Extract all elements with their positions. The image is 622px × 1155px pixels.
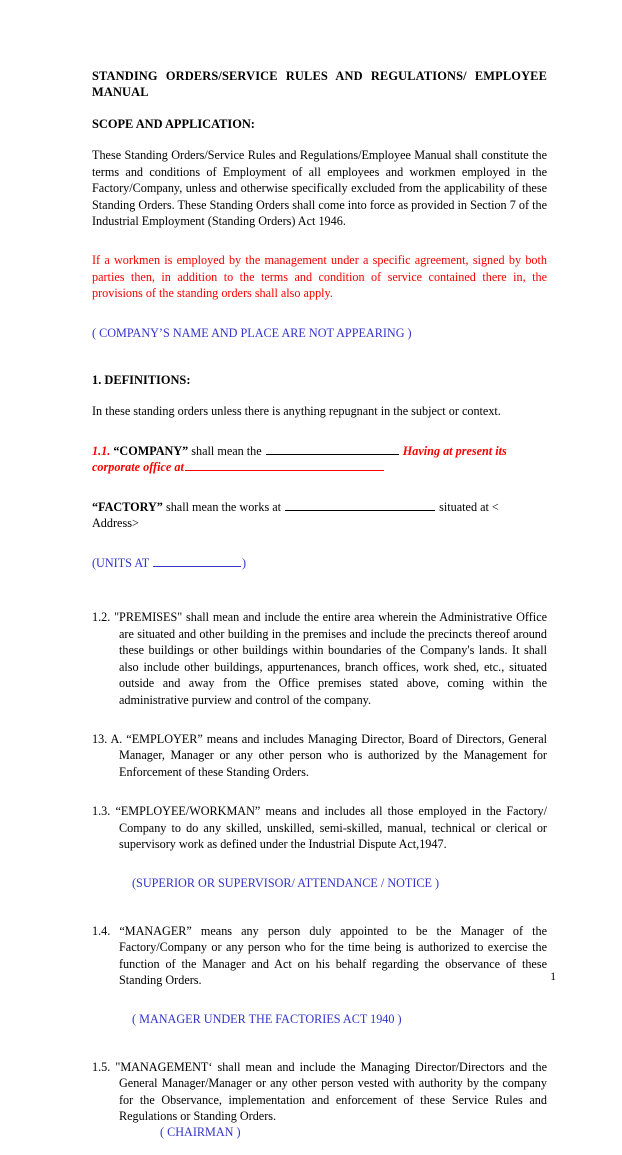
page-number: 1 (550, 970, 556, 983)
spacer (92, 794, 547, 803)
spacer (92, 316, 547, 325)
employee-definition-number: 1.3. (92, 804, 111, 819)
company-office-blank[interactable] (185, 459, 384, 471)
document-title-line-1: STANDING ORDERS/SERVICE RULES AND REGULATIONS/ EMPLOYEE (92, 69, 547, 83)
company-definition (92, 443, 547, 476)
manager-definition-text: “MANAGER” means any person duly appointed to be the Manager of the Factory/Company or any person who for the time being is authorized to exercise the function of the Manager and Act on his behalf regarding the observance of these Standing Orders. (119, 923, 547, 987)
employee-definition-text: “EMPLOYEE/WORKMAN” means and includes all those employed in the Factory/ Company to do any skilled, unskilled, semi-skilled, manual, technical or clerical or supervisory work as defined under the Industrial Dispute Act,1947. (115, 804, 547, 851)
premises-definition (92, 609, 547, 707)
manager-definition-number: 1.4. (92, 923, 111, 938)
units-note-suffix: ) (242, 556, 247, 571)
spacer (92, 490, 547, 499)
employer-definition (92, 731, 547, 780)
definitions-intro: In these standing orders unless there is anything repugnant in the subject or context. (92, 404, 501, 419)
management-definition-number: 1.5. (92, 1059, 111, 1074)
factory-definition-term: “FACTORY” (92, 500, 163, 515)
factory-definition-lead-in: shall mean the works at (162, 500, 285, 515)
spacer (92, 355, 547, 372)
company-name-blank[interactable] (266, 443, 399, 455)
definitions-heading: 1. DEFINITIONS: (92, 373, 191, 388)
units-blank[interactable] (153, 555, 241, 567)
document-title-line-2: MANUAL (92, 85, 149, 100)
spacer (92, 434, 547, 443)
document-title (92, 68, 547, 100)
spacer (92, 546, 547, 555)
spacer (92, 1002, 547, 1011)
factory-definition-tail: situated at < Address> (92, 500, 499, 531)
manager-act-note: ( MANAGER UNDER THE FACTORIES ACT 1940 ) (132, 1012, 402, 1027)
company-definition-lead-in: shall mean the (188, 443, 265, 458)
document-body (92, 68, 547, 1155)
employer-definition-text: “EMPLOYER” means and includes Managing Director, Board of Directors, General Manager, Manager or any other person who is authorized by the Management for Enforcement of these Standing Orders. (119, 731, 547, 779)
agreement-paragraph-red: If a workmen is employed by the management under a specific agreement, signed by both parties then, in addition to the terms and condition of service contained there in, the provisions of the standing orders shall also apply. (92, 253, 547, 301)
premises-definition-text: "PREMISES" shall mean and include the entire area wherein the Administrative Office are situated and other building in the premises and include the precincts thereof around these buildings or other buildings within boundaries of the Company's lands. It shall also include other buildings, appurtenances, branch offices, work shed, etc., situated outside and away from the Office premises stated above, coming within the administrative purview and control of the company. (114, 610, 548, 707)
scope-and-application-heading: SCOPE AND APPLICATION: (92, 117, 255, 132)
company-name-note: ( COMPANY’S NAME AND PLACE ARE NOT APPEARING ) (92, 325, 412, 340)
spacer (92, 722, 547, 731)
company-office-label: office at (143, 460, 184, 475)
supervisor-note: (SUPERIOR OR SUPERVISOR/ ATTENDANCE / NOTICE ) (132, 876, 440, 891)
management-definition (92, 1059, 547, 1125)
units-note (92, 555, 547, 572)
premises-definition-number: 1.2. (92, 610, 111, 625)
employer-definition-number: 13. A. (92, 731, 123, 746)
spacer (92, 585, 547, 609)
company-definition-term: “COMPANY” (113, 443, 189, 458)
scope-paragraph: These Standing Orders/Service Rules and Regulations/Employee Manual shall constitute the terms and conditions of Employment of all employees and workmen employed in the Factory/Company, unless and otherwise specifically excluded from the applicability of these Standing Orders. These Standing Orders shall come into force as provided in Section 7 of the Industrial Employment (Standing Orders) Act 1946. (92, 148, 547, 228)
factory-works-blank[interactable] (285, 499, 435, 511)
spacer (92, 866, 547, 875)
factory-definition (92, 499, 547, 532)
management-definition-text: "MANAGEMENT‘ shall mean and include the Managing Director/Directors and the General Manager/Manager or any other person vested with authority by the company for the Observance, implementation and enforcement of these Service Rules and Regulations or Standing Orders. (115, 1059, 548, 1123)
employee-definition (92, 803, 547, 852)
chairman-note: ( CHAIRMAN ) (160, 1125, 241, 1140)
spacer (92, 1042, 547, 1059)
company-definition-red-tail: Having at present its corporate (92, 443, 507, 475)
spacer (92, 243, 547, 252)
spacer (92, 906, 547, 923)
units-note-prefix: (UNITS AT (92, 556, 153, 571)
company-definition-number: 1.1. (92, 443, 111, 458)
